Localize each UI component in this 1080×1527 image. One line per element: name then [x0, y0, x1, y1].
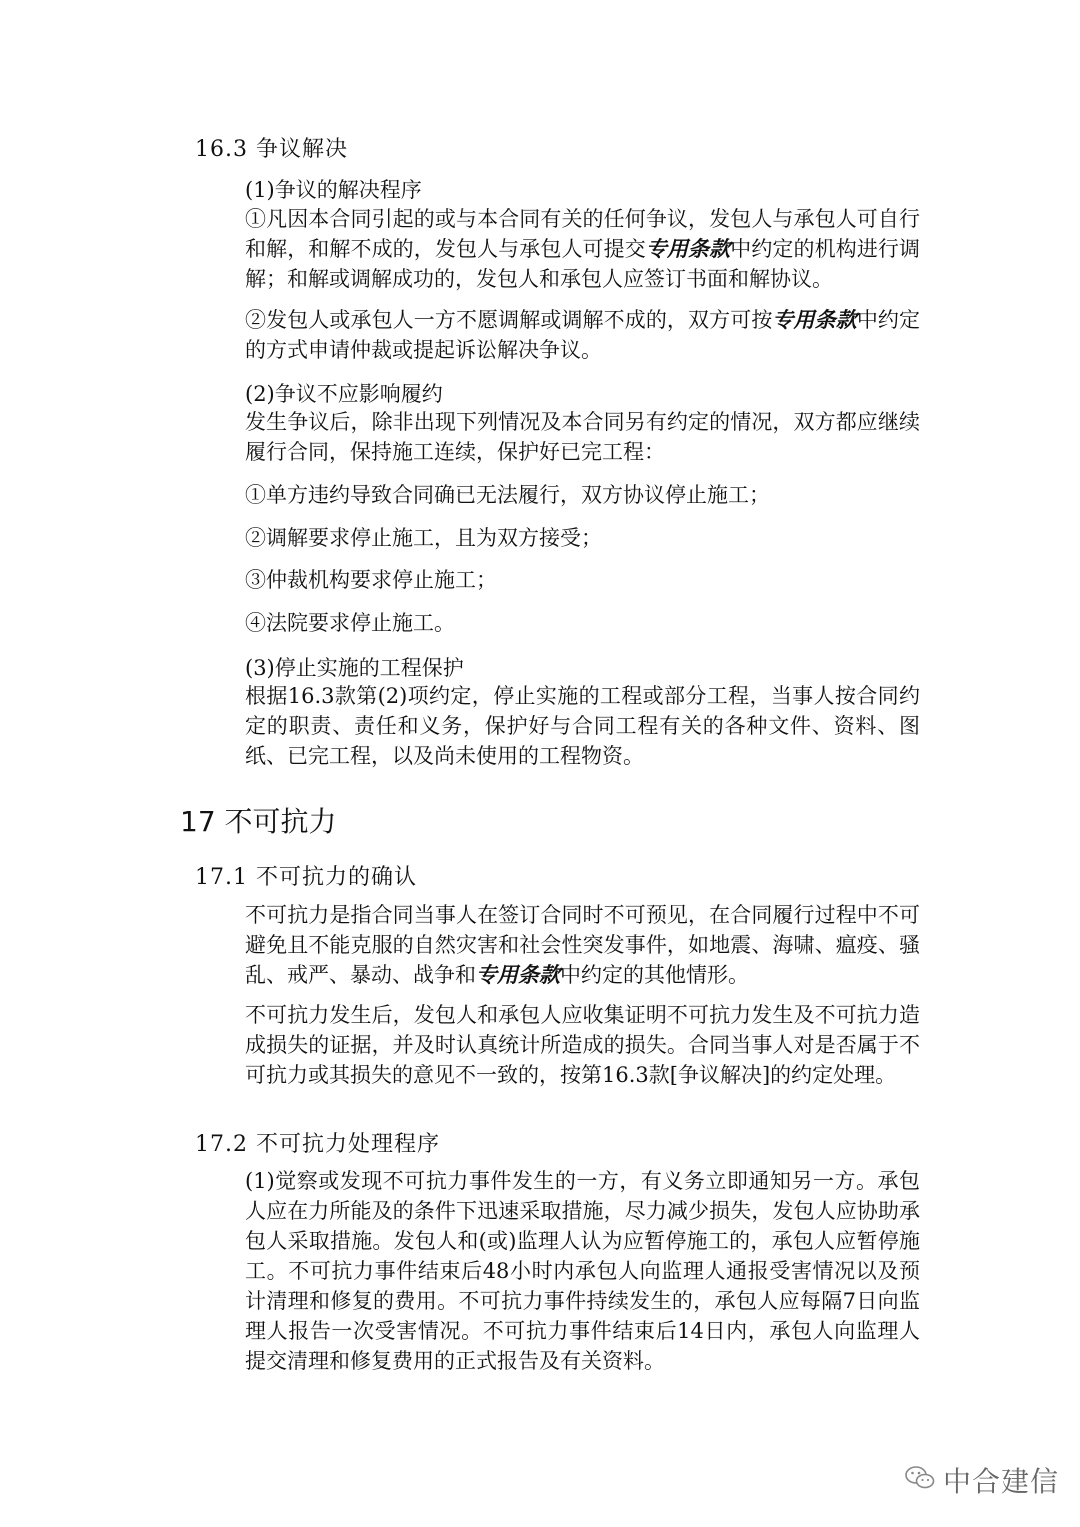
section-heading-17-1: 17.1 不可抗力的确认 [195, 865, 417, 890]
watermark-text: 中合建信 [943, 1465, 1060, 1498]
special-terms-ref: 专用条款 [772, 307, 857, 332]
paragraph-arbitration: ②发包人或承包人一方不愿调解或调解不成的，双方可按专用条款中约定的方式申请仲裁或提起诉讼解决争议。 [245, 307, 921, 362]
list-item-2: ②调解要求停止施工，且为双方接受； [245, 526, 602, 550]
subheading-performance: (2)争议不应影响履约 [245, 382, 443, 406]
list-item-3: ③仲裁机构要求停止施工； [245, 568, 497, 592]
paragraph-continue-performance: 发生争议后，除非出现下列情况及本合同另有约定的情况，双方都应继续履行合同，保持施工连续，保护好已完工程： [245, 410, 920, 464]
subheading-resolution-procedure: (1)争议的解决程序 [245, 178, 422, 202]
wechat-icon [905, 1465, 935, 1495]
section-heading-17-2: 17.2 不可抗力处理程序 [195, 1132, 440, 1157]
paragraph-definition: 不可抗力是指合同当事人在签订合同时不可预见，在合同履行过程中不可避免且不能克服的自然灾害和社会性突发事件，如地震、海啸、瘟疫、骚乱、戒严、暴动、战争和专用条款中约定的其他情形。 [245, 903, 920, 987]
section-heading-16-3: 16.3 争议解决 [195, 137, 348, 162]
list-item-1: ①单方违约导致合同确已无法履行，双方协议停止施工； [245, 483, 770, 507]
subheading-work-protection: (3)停止实施的工程保护 [245, 656, 464, 680]
watermark [905, 1460, 1059, 1500]
paragraph-evidence: 不可抗力发生后，发包人和承包人应收集证明不可抗力发生及不可抗力造成损失的证据，并及时认真统计所造成的损失。合同当事人对是否属于不可抗力或其损失的意见不一致的，按第16.3款[争议解决]的约定处理。 [245, 1003, 920, 1087]
paragraph-work-protection: 根据16.3款第(2)项约定，停止实施的工程或部分工程，当事人按合同约定的职责、责任和义务，保护好与合同工程有关的各种文件、资料、图纸、已完工程，以及尚未使用的工程物资。 [245, 684, 920, 768]
special-terms-ref: 专用条款 [476, 962, 560, 987]
paragraph-procedure: (1)觉察或发现不可抗力事件发生的一方，有义务立即通知另一方。承包人应在力所能及的条件下迅速采取措施，尽力减少损失，发包人应协助承包人采取措施。发包人和(或)监理人认为应暂停施工的，承包人应暂停施工。不可抗力事件结束后48小时内承包人向监理人通报受害情况以及预计清理和修复的费用。不可抗力事件持续发生的，承包人应每隔7日向监理人报告一次受害情况。不可抗力事件结束后14日内，承包人向监理人提交清理和修复费用的正式报告及有关资料。 [245, 1169, 920, 1373]
list-item-4: ④法院要求停止施工。 [245, 611, 455, 635]
paragraph-negotiation: ①凡因本合同引起的或与本合同有关的任何争议，发包人与承包人可自行和解，和解不成的，发包人与承包人可提交专用条款中约定的机构进行调解；和解或调解成功的，发包人和承包人应签订书面和解协议。 [245, 207, 921, 291]
chapter-title-force-majeure: 17 不可抗力 [180, 805, 337, 838]
special-terms-ref: 专用条款 [645, 236, 731, 261]
